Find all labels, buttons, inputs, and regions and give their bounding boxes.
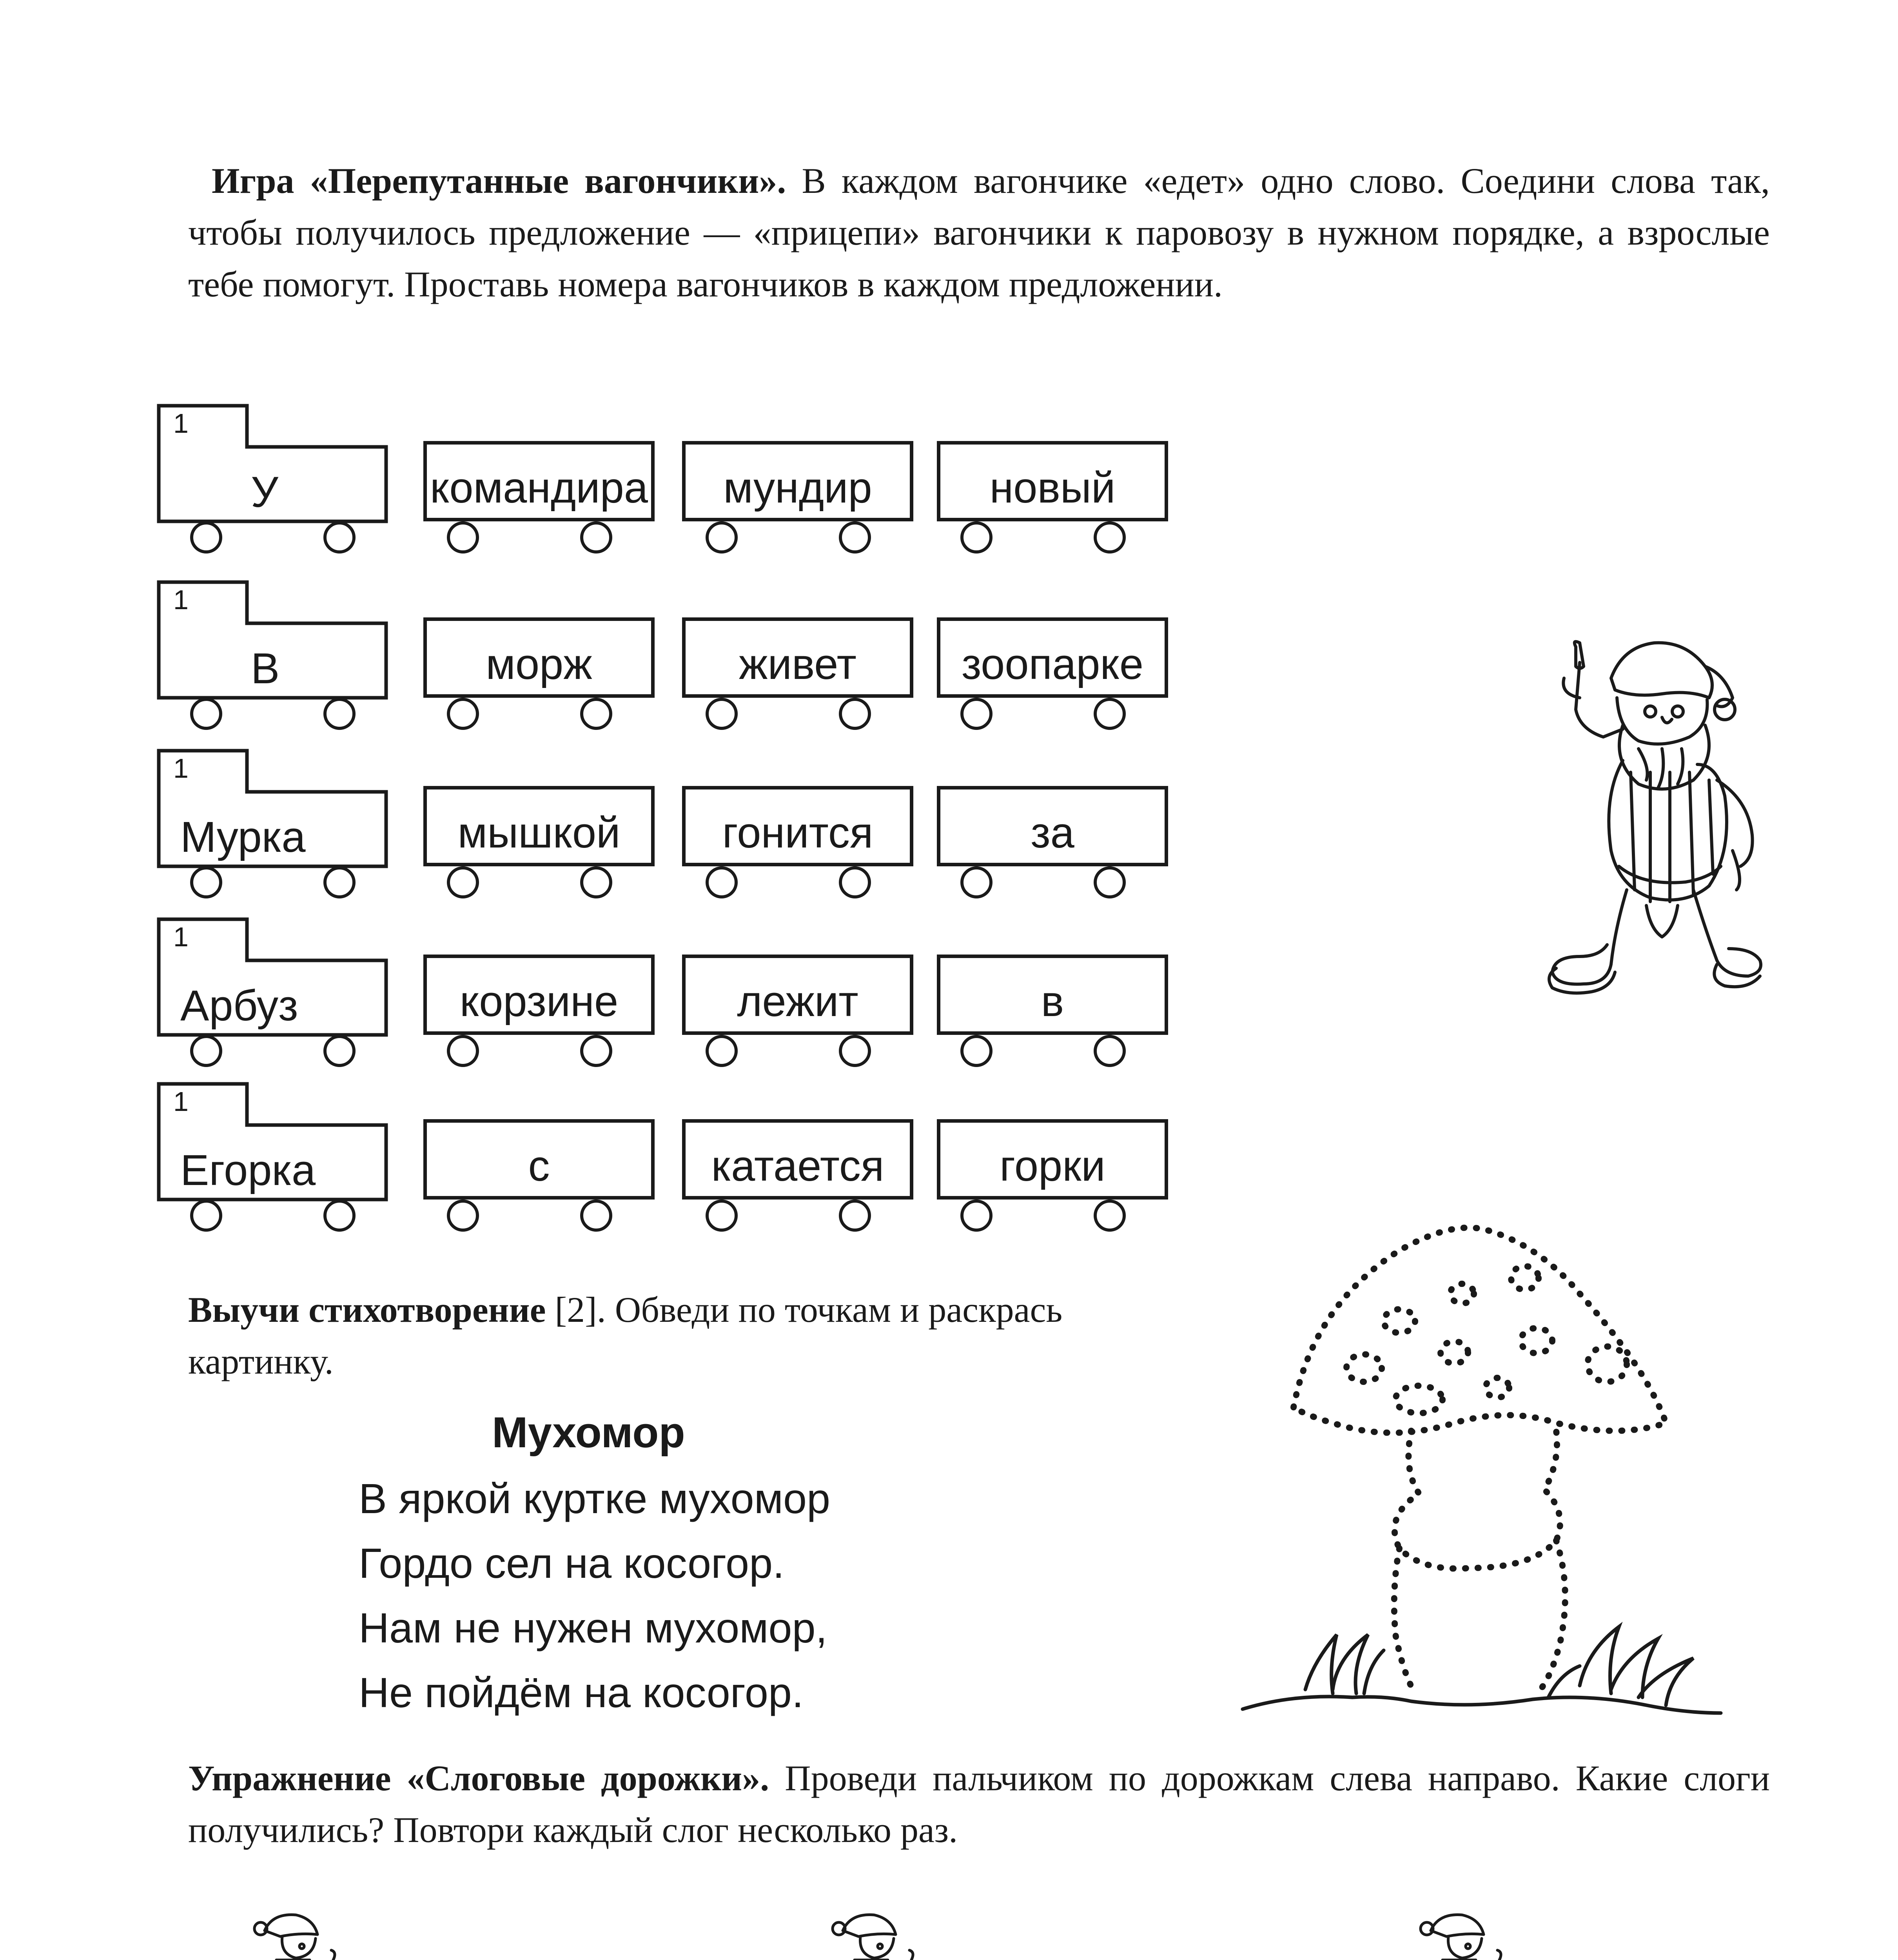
syllable-track [1305,1893,1776,1960]
poem-body [359,1466,830,1725]
train-word: У [251,468,278,516]
train-word: горки [1000,1142,1105,1190]
poem-line: Не пойдём на косогор. [359,1669,804,1716]
wheel [190,1200,222,1232]
intro-paragraph [188,155,1770,310]
wheel [323,866,356,898]
train-row [157,580,1184,721]
syllable-track [139,1893,610,1960]
exercise-paragraph [188,1752,1770,1856]
train-word: Егорка [180,1146,316,1194]
wagon [937,1119,1168,1200]
wheel [839,1035,871,1067]
train-word: Арбуз [180,982,298,1030]
locomotive [157,1082,392,1200]
wheel [323,521,356,554]
wheel [706,1200,738,1232]
wheel [839,698,871,730]
wheel [960,698,993,730]
wheel [706,866,738,898]
poem-line: Нам не нужен мухомор, [359,1604,827,1651]
wheel [580,521,612,554]
locomotive [157,580,392,698]
wheel [447,698,479,730]
wheel [1094,866,1126,898]
poem-task-text: [2]. Обведи по точкам и раскрась картинку. [188,1290,1063,1381]
train-word: мышкой [457,809,621,857]
wheel [580,1200,612,1232]
locomotive-number: 1 [173,408,189,439]
train-word: корзине [459,977,619,1025]
wagon [423,786,655,866]
wheel [1094,698,1126,730]
locomotive [157,404,392,521]
wheel [580,698,612,730]
locomotive [157,749,392,866]
train-word: за [1031,809,1074,857]
wheel [1094,1200,1126,1232]
wagon [423,441,655,521]
intro-title: Игра «Перепутанные вагончики». [212,161,786,201]
wheel [447,1035,479,1067]
wagon [682,786,913,866]
intro-text: В каждом вагончике «едет» одно слово. Соедини слова так, чтобы получилось предложение — «прицепи» вагончики к паровозу в нужном порядке, а взрослые тебе помогут. Проставь номера вагончиков в каждом предложении. [188,161,1770,304]
running-gnome-icon [229,1907,347,1960]
wheel [1094,1035,1126,1067]
wheel [447,521,479,554]
locomotive-number: 1 [173,753,189,784]
wheel [190,521,222,554]
train-word: В [251,644,280,693]
wagon [937,955,1168,1035]
wheel [580,1035,612,1067]
wagon [937,786,1168,866]
wheel [323,698,356,730]
wheel [1094,521,1126,554]
locomotive-number: 1 [173,1086,189,1117]
wheel [839,1200,871,1232]
wheel [580,866,612,898]
wheel [960,1200,993,1232]
train-row [157,917,1184,1058]
wheel [190,866,222,898]
train-word: мундир [723,464,872,512]
wheel [706,1035,738,1067]
train-word: зоопарке [961,640,1143,688]
running-gnome-icon [807,1907,925,1960]
train-word: в [1041,977,1064,1025]
train-word: живет [739,640,857,688]
wagon [423,617,655,698]
locomotive-number: 1 [173,584,189,615]
dwarf-illustration [1521,631,1764,1007]
wheel [323,1035,356,1067]
wheel [839,866,871,898]
poem-title: Мухомор [492,1408,685,1457]
train-word: новый [989,464,1116,512]
wheel [447,866,479,898]
wagon [423,955,655,1035]
train-word: катается [711,1142,884,1190]
train-word: командира [430,464,648,512]
poem-line: Гордо сел на косогор. [359,1539,785,1587]
wagon [682,617,913,698]
wheel [190,698,222,730]
wagon [937,617,1168,698]
wheel [447,1200,479,1232]
wheel [960,866,993,898]
poem-task [188,1284,1137,1387]
train-word: с [528,1142,550,1190]
train-row [157,749,1184,890]
syllable-track [717,1893,1188,1960]
poem-line: В яркой куртке мухомор [359,1475,831,1522]
locomotive [157,917,392,1035]
running-gnome-icon [1395,1907,1513,1960]
train-word: лежит [737,977,858,1025]
wagon [423,1119,655,1200]
wagon [682,441,913,521]
wheel [839,521,871,554]
wheel [960,521,993,554]
wheel [960,1035,993,1067]
dotted-mushroom-illustration [1235,1203,1725,1725]
exercise-text: Проведи пальчиком по дорожкам слева направо. Какие слоги получились? Повтори каждый слог несколько раз. [188,1758,1770,1850]
train-word: гонится [722,809,873,857]
wheel [706,698,738,730]
train-word: морж [486,640,592,688]
train-row [157,404,1184,545]
wheel [323,1200,356,1232]
train-row [157,1082,1184,1223]
wagon [682,955,913,1035]
train-word: Мурка [180,813,306,861]
exercise-title: Упражнение «Слоговые дорожки». [188,1758,769,1798]
wagon [682,1119,913,1200]
wagon [937,441,1168,521]
wheel [190,1035,222,1067]
poem-task-title: Выучи стихотворение [188,1290,546,1330]
wheel [706,521,738,554]
locomotive-number: 1 [173,922,189,952]
